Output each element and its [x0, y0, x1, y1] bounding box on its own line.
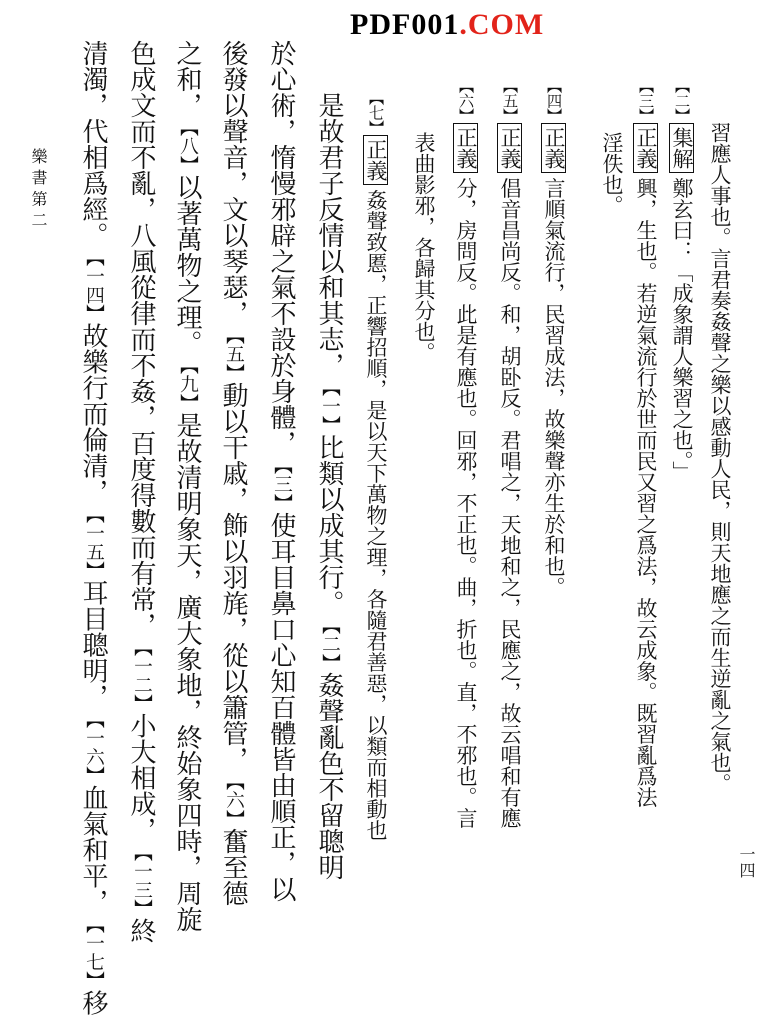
text-run: 故樂行而倫清，	[78, 322, 108, 505]
text-column	[66, 40, 108, 1015]
text-run: 奮至德	[218, 828, 248, 907]
text-run: 使耳目鼻口心知百體皆由順正，以	[266, 512, 296, 903]
commentary-tag: 正義	[453, 123, 478, 173]
page-number: 一四	[737, 846, 756, 878]
note-number: 【一三】	[131, 842, 152, 918]
text-run: 言順氣流行，民習成法，故樂聲亦生於和也。	[542, 177, 566, 598]
running-header: 樂 書 第 二	[29, 148, 48, 228]
text-column	[590, 132, 622, 916]
note-number: 【五】	[223, 326, 244, 383]
note-number: 【九】	[177, 356, 198, 413]
text-column	[160, 40, 202, 933]
text-column	[402, 132, 434, 916]
note-number: 【五】	[501, 78, 519, 124]
note-number: 【一】	[319, 378, 340, 435]
text-column	[626, 78, 658, 916]
commentary-tag: 集解	[669, 123, 694, 173]
note-number: 【三】	[271, 456, 292, 513]
text-run: 以著萬物之理。	[172, 174, 202, 357]
text-run: 於心術，惰慢邪辟之氣不設於身體，	[266, 40, 296, 456]
note-number: 【四】	[545, 78, 563, 124]
text-run: 表曲影邪，各歸其分也。	[412, 132, 436, 363]
commentary-tag: 正義	[541, 123, 566, 173]
text-run: 是故君子反情以和其志，	[314, 92, 344, 378]
text-run: 興，生也。若逆氣流行於世而民又習之爲法，故云成象。既習亂爲法	[634, 177, 658, 808]
text-run: 後發以聲音，文以琴瑟，	[218, 40, 248, 326]
text-run: 血氣和平，	[78, 784, 108, 915]
watermark-logo	[350, 8, 544, 42]
text-run: 鄭玄曰：「成象謂人樂習之也。」	[670, 177, 694, 482]
note-number: 【一六】	[83, 709, 104, 785]
note-number: 【一五】	[83, 504, 104, 580]
text-run: 倡音昌尚反。和，胡卧反。君唱之，天地和之，民應之，故云唱和有應	[498, 177, 522, 829]
text-column	[254, 40, 294, 916]
text-run: 習應人事也。言君奏姦聲之樂以感動人民，則天地應之而生逆亂之氣也。	[708, 122, 732, 794]
text-run: 終	[126, 917, 156, 944]
note-number: 【六】	[223, 772, 244, 829]
text-run: 分，房問反。此是有應也。回邪，不正也。曲，折也。直，不邪也。言	[454, 177, 478, 829]
note-number: 【一七】	[83, 914, 104, 990]
note-number: 【二】	[673, 78, 691, 124]
text-column	[114, 40, 156, 944]
text-column	[446, 78, 478, 916]
text-run: 姦聲亂色不留聰明	[314, 672, 344, 881]
text-run: 小大相成，	[126, 712, 156, 843]
note-number: 【七】	[367, 90, 385, 136]
watermark-part1: PDF001	[350, 8, 460, 41]
text-column	[662, 78, 694, 916]
text-run: 姦聲致慝，正響招順，是以天下萬物之理，各隨君善惡，以類而相動也	[364, 189, 388, 841]
text-column	[534, 78, 566, 916]
text-run: 是故清明象天，廣大象地，終始象四時，周旋	[172, 412, 202, 933]
text-column	[206, 40, 246, 916]
text-run: 之和，	[172, 40, 202, 118]
text-run: 移	[78, 989, 108, 1015]
note-number: 【三】	[637, 78, 655, 124]
text-column	[302, 92, 342, 916]
note-number: 【一二】	[131, 638, 152, 713]
text-run: 比類以成其行。	[314, 434, 344, 617]
text-run: 色成文而不亂，八風從律而不姦，百度得數而有常，	[126, 40, 156, 638]
watermark-part2: .COM	[459, 8, 545, 41]
commentary-tag: 正義	[497, 123, 522, 173]
note-number: 【六】	[457, 78, 475, 124]
text-column	[698, 122, 730, 916]
text-column	[490, 78, 522, 916]
text-run: 動以干戚，飾以羽旄，從以簫管，	[218, 382, 248, 773]
note-number: 【二】	[319, 616, 340, 673]
text-run: 淫佚也。	[600, 132, 624, 216]
note-number: 【八】	[177, 118, 198, 175]
note-number: 【一四】	[83, 248, 104, 323]
text-run: 清濁，代相爲經。	[78, 40, 108, 248]
commentary-tag: 正義	[363, 135, 388, 185]
commentary-tag: 正義	[633, 123, 658, 173]
text-run: 耳目聰明，	[78, 579, 108, 710]
text-column	[356, 90, 388, 916]
